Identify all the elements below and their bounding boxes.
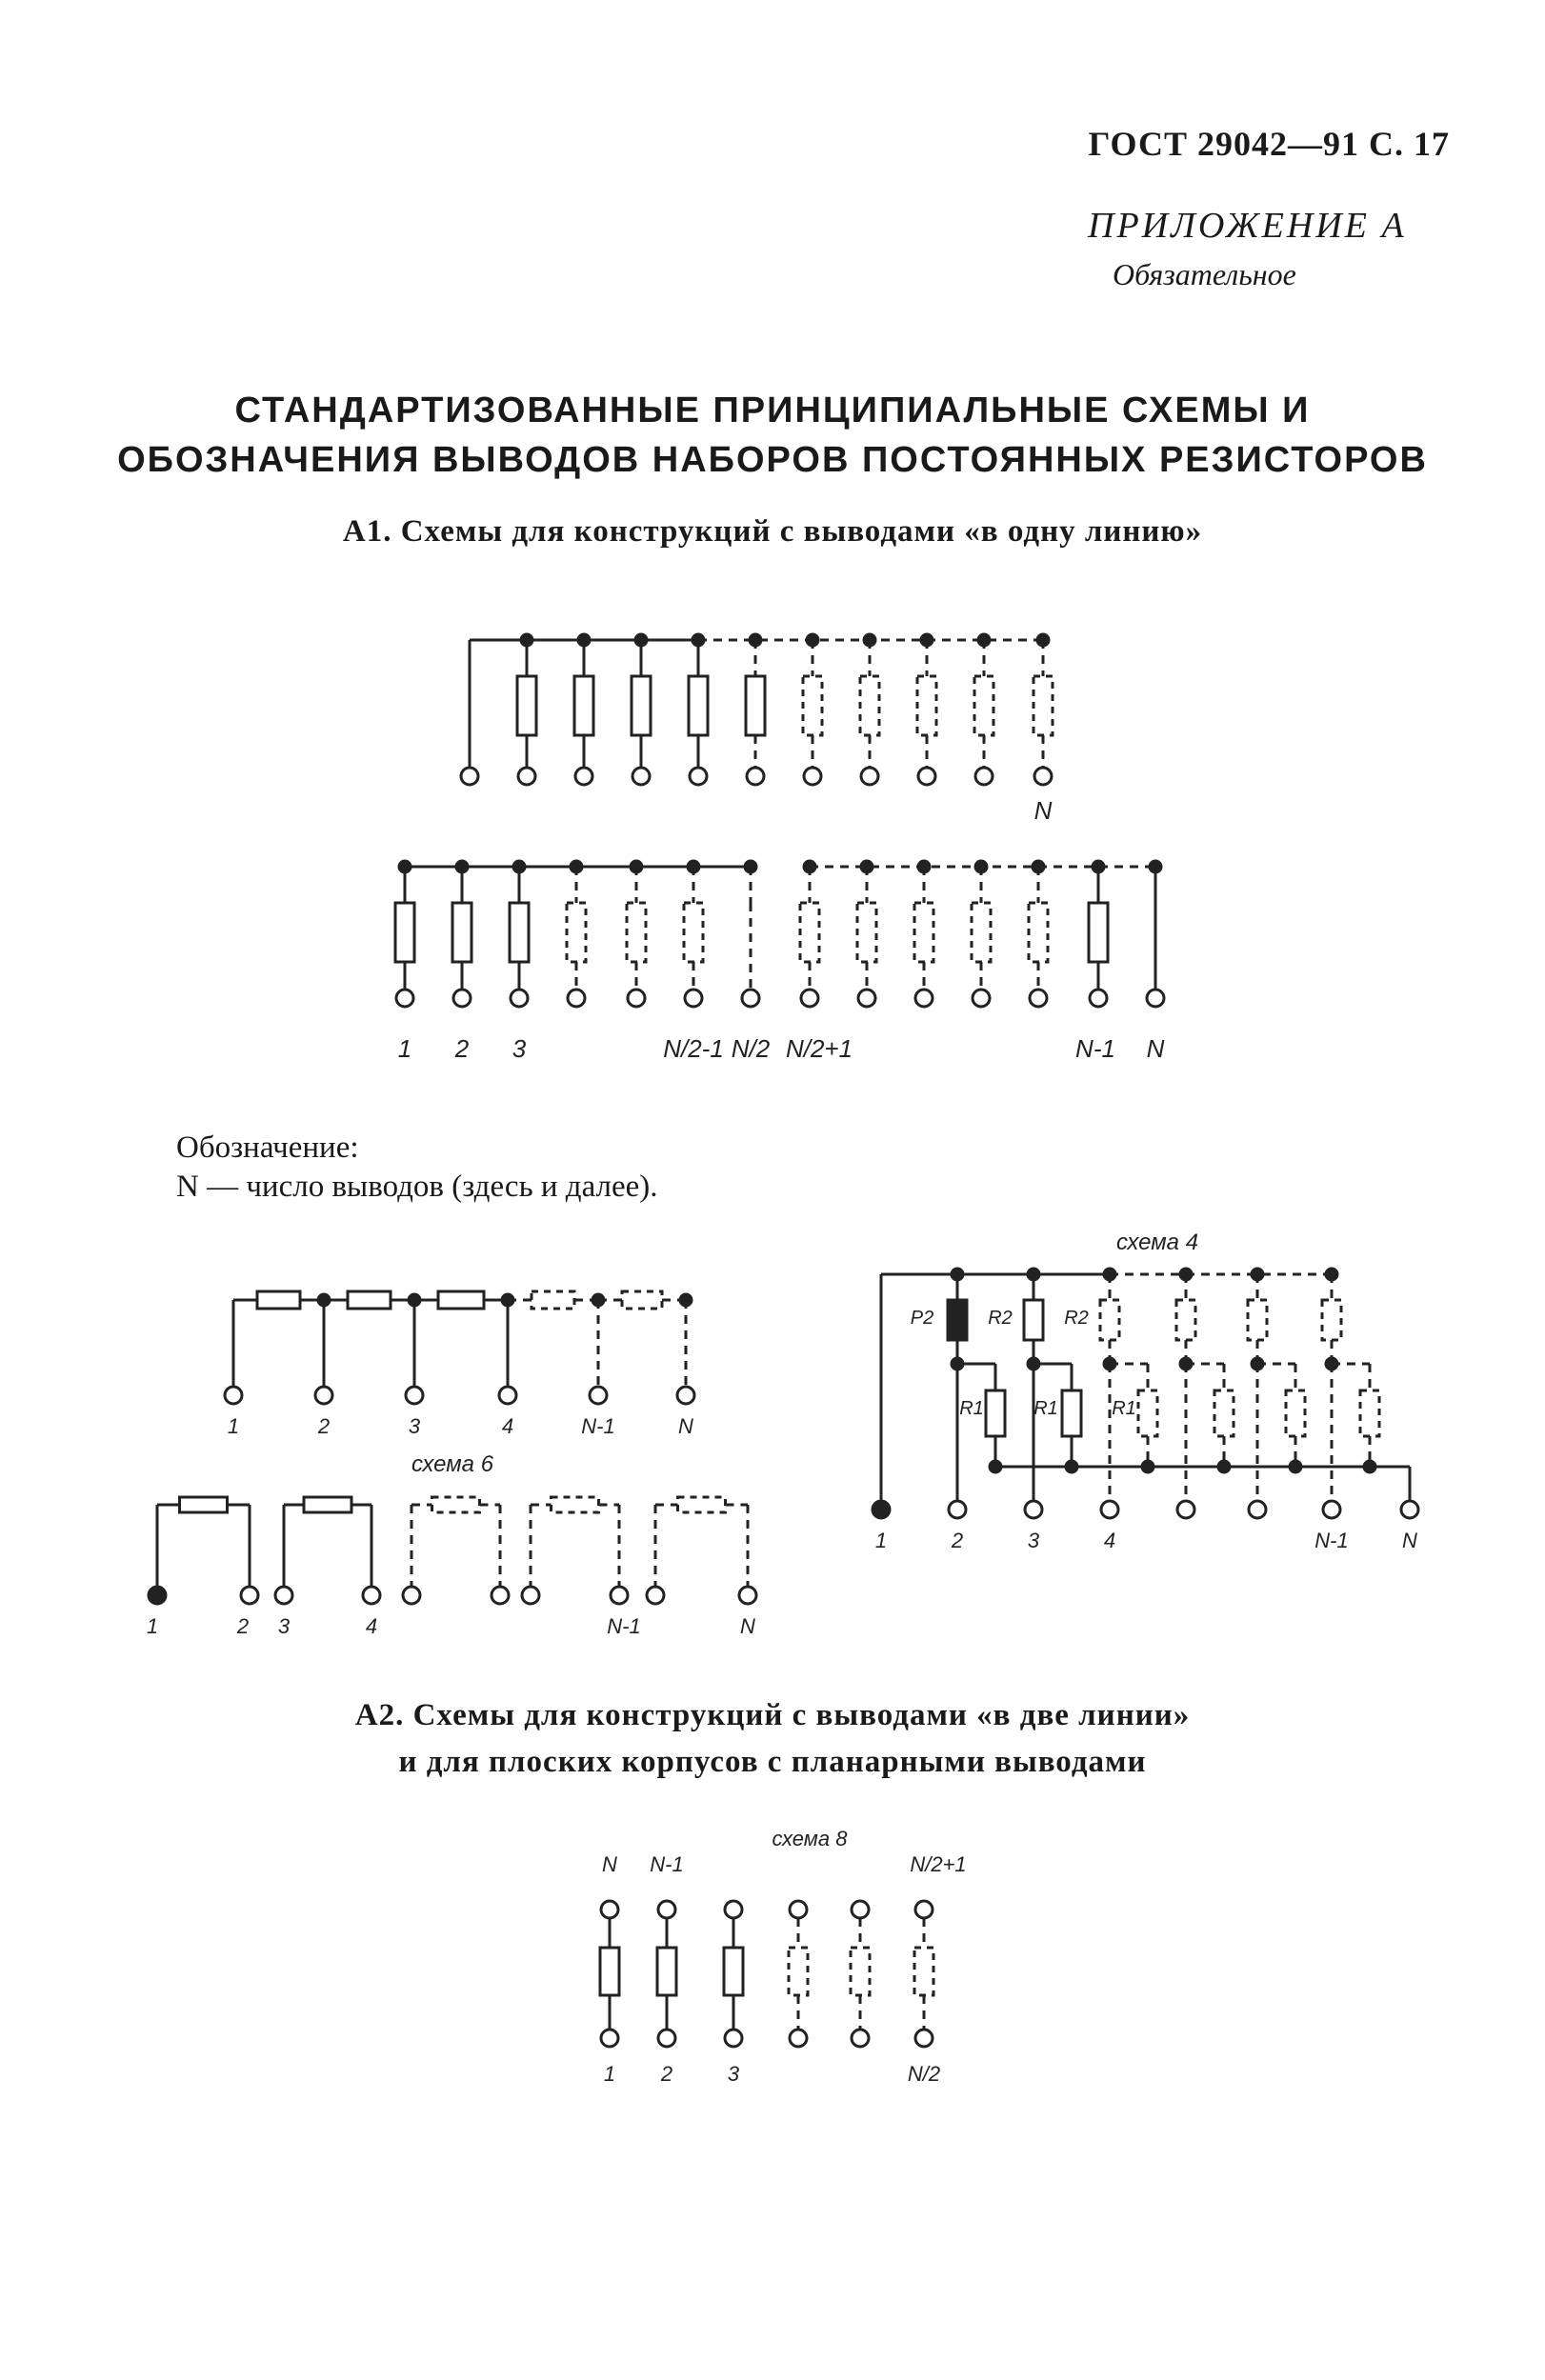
- scheme-caption: схема 8: [772, 1827, 848, 1850]
- pin-label-0: 1: [227, 1414, 240, 1438]
- terminal-pin: [522, 1587, 539, 1604]
- terminal-pin: [1101, 1501, 1118, 1518]
- resistor-label-0: P2: [910, 1308, 934, 1329]
- resistor-symbol: [438, 1291, 484, 1309]
- resistor-symbol: [304, 1497, 351, 1512]
- junction-dot: [1066, 1461, 1077, 1472]
- resistor-symbol: [972, 903, 991, 962]
- resistor-symbol: [657, 1948, 676, 1995]
- pin-label-3: 4: [501, 1414, 514, 1438]
- pin-label-1: 2: [951, 1529, 964, 1552]
- terminal-pin: [1034, 768, 1052, 785]
- resistor-symbol: [517, 676, 536, 735]
- terminal-pin: [518, 768, 535, 785]
- resistor-symbol: [789, 1948, 808, 1995]
- terminal-pin: [804, 768, 821, 785]
- resistor-symbol: [257, 1291, 300, 1309]
- terminal-pin: [973, 990, 990, 1007]
- terminal-pin: [601, 2030, 618, 2047]
- pin-label-7: N: [1146, 1034, 1165, 1063]
- pin-label-1: 2: [317, 1414, 331, 1438]
- note-heading: Обозначение:: [176, 1130, 359, 1165]
- terminal-pin: [1249, 1501, 1266, 1518]
- terminal-pin: [453, 990, 471, 1007]
- terminal-pin: [852, 2030, 869, 2047]
- terminal-pin: [575, 768, 592, 785]
- terminal-pin: [611, 1587, 628, 1604]
- terminal-pin: [1323, 1501, 1340, 1518]
- terminal-pin: [861, 768, 878, 785]
- section-a2-heading-line2: и для плоских корпусов с планарными выводами: [398, 1745, 1147, 1779]
- terminal-pin: [801, 990, 818, 1007]
- resistor-symbol: [452, 903, 472, 962]
- resistor-symbol: [800, 903, 819, 962]
- pin-label-5: N/2+1: [785, 1034, 853, 1063]
- terminal-pin: [241, 1587, 258, 1604]
- terminal-pin: [858, 990, 875, 1007]
- terminal-pin: [677, 1387, 694, 1404]
- resistor-symbol: [851, 1948, 870, 1995]
- resistor-symbol: [678, 1497, 726, 1512]
- terminal-pin: [852, 1901, 869, 1918]
- resistor-symbol: [600, 1948, 619, 1995]
- bottom-label-0: 1: [603, 2062, 616, 2086]
- terminal-pin: [1401, 1501, 1418, 1518]
- pin-label-6: N-1: [1075, 1034, 1115, 1063]
- document-title-line2: ОБОЗНАЧЕНИЯ ВЫВОДОВ НАБОРОВ ПОСТОЯННЫХ РЕЗИСТОРОВ: [117, 440, 1428, 480]
- resistor-label-1: R2: [988, 1308, 1013, 1329]
- resistor-label-5: R1: [1112, 1398, 1136, 1419]
- junction-dot: [1364, 1461, 1375, 1472]
- resistor-symbol: [627, 903, 646, 962]
- terminal-pin: [511, 990, 528, 1007]
- terminal-pin: [396, 990, 413, 1007]
- terminal-pin: [725, 1901, 742, 1918]
- resistor-symbol: [180, 1497, 228, 1512]
- bottom-label-1: 2: [660, 2062, 673, 2086]
- terminal-pin: [403, 1587, 420, 1604]
- diagram-series-chain: [225, 1291, 694, 1438]
- pin-label-3: 4: [1103, 1529, 1116, 1552]
- pin-label-5: N: [1402, 1529, 1417, 1552]
- terminal-pin: [949, 1501, 966, 1518]
- appendix-type: Обязательное: [1113, 257, 1296, 291]
- resistor-symbol: [532, 1291, 574, 1309]
- terminal-pin: [790, 1901, 807, 1918]
- terminal-pin: [915, 1901, 933, 1918]
- resistor-symbol: [1138, 1390, 1157, 1436]
- resistor-symbol: [746, 676, 765, 735]
- terminal-pin: [685, 990, 702, 1007]
- resistor-symbol: [1322, 1300, 1341, 1340]
- resistor-symbol: [632, 676, 651, 735]
- terminal-pin: [499, 1387, 516, 1404]
- terminal-pin: [225, 1387, 242, 1404]
- resistor-symbol: [1029, 903, 1048, 962]
- terminal-pin: [1177, 1501, 1194, 1518]
- terminal-pin: [363, 1587, 380, 1604]
- terminal-pin: [275, 1587, 292, 1604]
- resistor-symbol: [1033, 676, 1053, 735]
- terminal-pin: [918, 768, 935, 785]
- pin-label-4: N-1: [581, 1414, 615, 1438]
- resistor-symbol: [914, 903, 933, 962]
- pin-label-3: 4: [365, 1614, 378, 1638]
- resistor-symbol: [803, 676, 822, 735]
- resistor-symbol: [917, 676, 936, 735]
- junction-dot: [990, 1461, 1001, 1472]
- terminal-pin: [1025, 1501, 1042, 1518]
- resistor-symbol: [622, 1291, 662, 1309]
- resistor-label-2: R2: [1064, 1308, 1089, 1329]
- terminal-pin: [747, 768, 764, 785]
- resistor-symbol: [510, 903, 529, 962]
- document-title-line1: СТАНДАРТИЗОВАННЫЕ ПРИНЦИПИАЛЬНЫЕ СХЕМЫ И: [234, 390, 1311, 430]
- top-label-0: N: [602, 1852, 617, 1876]
- resistor-symbol: [724, 1948, 743, 1995]
- resistor-p2: [948, 1300, 967, 1340]
- terminal-pin: [690, 768, 707, 785]
- terminal-pin: [149, 1587, 166, 1604]
- resistor-symbol: [567, 903, 586, 962]
- resistor-symbol: [689, 676, 708, 735]
- terminal-pin: [628, 990, 645, 1007]
- appendix-label: ПРИЛОЖЕНИЕ А: [1088, 206, 1407, 246]
- diagram-a1-split-bus: [395, 861, 1165, 1063]
- resistor-symbol: [860, 676, 879, 735]
- resistor-symbol: [974, 676, 993, 735]
- bottom-label-3: N/2: [907, 2062, 941, 2086]
- pin-label-2: 3: [1027, 1529, 1040, 1552]
- terminal-pin: [742, 990, 759, 1007]
- pin-label-3: N/2-1: [663, 1034, 724, 1063]
- pin-label-4: N-1: [607, 1614, 641, 1638]
- terminal-pin: [590, 1387, 607, 1404]
- pin-label-5: N: [678, 1414, 693, 1438]
- scheme-caption: схема 4: [1115, 1230, 1199, 1255]
- pin-label-0: 1: [397, 1034, 412, 1063]
- pin-label-2: 3: [408, 1414, 421, 1438]
- resistor-label-3: R1: [959, 1398, 984, 1419]
- terminal-pin: [658, 1901, 675, 1918]
- resistor-symbol: [986, 1390, 1005, 1436]
- pin-label-5: N: [740, 1614, 755, 1638]
- pin-label-4: N-1: [1314, 1529, 1349, 1552]
- resistor-symbol: [1024, 1300, 1043, 1340]
- terminal-pin: [658, 2030, 675, 2047]
- terminal-pin: [315, 1387, 332, 1404]
- top-label-2: N/2+1: [910, 1852, 967, 1876]
- pin-label-2: 3: [277, 1614, 291, 1638]
- terminal-pin: [873, 1501, 890, 1518]
- resistor-symbol: [1176, 1300, 1195, 1340]
- section-a1-heading: А1. Схемы для конструкций с выводами «в одну линию»: [342, 514, 1203, 549]
- top-label-1: N-1: [650, 1852, 684, 1876]
- resistor-symbol: [1360, 1390, 1379, 1436]
- resistor-symbol: [574, 676, 593, 735]
- pin-label-0: 1: [146, 1614, 159, 1638]
- resistor-symbol: [348, 1291, 391, 1309]
- junction-dot: [1218, 1461, 1230, 1472]
- terminal-pin: [601, 1901, 618, 1918]
- resistor-symbol: [684, 903, 703, 962]
- resistor-symbol: [1214, 1390, 1234, 1436]
- terminal-pin: [492, 1587, 509, 1604]
- diagram-scheme-4: [873, 1230, 1418, 1552]
- terminal-pin: [1147, 990, 1164, 1007]
- resistor-symbol: [857, 903, 876, 962]
- terminal-pin: [975, 768, 993, 785]
- resistor-symbol: [1062, 1390, 1081, 1436]
- pin-label-1: 2: [454, 1034, 470, 1063]
- resistor-symbol: [914, 1948, 933, 1995]
- terminal-pin: [647, 1587, 664, 1604]
- terminal-pin: [790, 2030, 807, 2047]
- resistor-symbol: [395, 903, 414, 962]
- section-a2-heading-line1: А2. Схемы для конструкций с выводами «в две линии»: [354, 1698, 1191, 1732]
- resistor-label-4: R1: [1033, 1398, 1058, 1419]
- resistor-symbol: [552, 1497, 599, 1512]
- pin-label-4: N/2: [731, 1034, 771, 1063]
- resistor-symbol: [432, 1497, 480, 1512]
- diagram-scheme-6: [147, 1451, 756, 1638]
- terminal-pin: [725, 2030, 742, 2047]
- note-text: N — число выводов (здесь и далее).: [176, 1170, 658, 1204]
- resistor-symbol: [1100, 1300, 1119, 1340]
- junction-dot: [1142, 1461, 1154, 1472]
- bottom-label-2: 3: [727, 2062, 740, 2086]
- terminal-pin: [739, 1587, 756, 1604]
- page-header: ГОСТ 29042—91 С. 17: [1088, 125, 1450, 163]
- terminal-pin: [915, 2030, 933, 2047]
- terminal-pin: [1030, 990, 1047, 1007]
- diagram-a1-single-line: [461, 634, 1053, 825]
- terminal-pin: [406, 1387, 423, 1404]
- pin-label-n: N: [1033, 796, 1053, 825]
- terminal-pin: [461, 768, 478, 785]
- terminal-pin: [915, 990, 933, 1007]
- pin-label-0: 1: [874, 1529, 888, 1552]
- terminal-pin: [568, 990, 585, 1007]
- pin-label-1: 2: [236, 1614, 250, 1638]
- resistor-symbol: [1248, 1300, 1267, 1340]
- pin-label-2: 3: [512, 1034, 527, 1063]
- scheme-caption: схема 6: [411, 1451, 494, 1477]
- diagram-a2-scheme-8: [600, 1827, 967, 2086]
- terminal-pin: [632, 768, 650, 785]
- terminal-pin: [1090, 990, 1107, 1007]
- resistor-symbol: [1089, 903, 1108, 962]
- junction-dot: [1290, 1461, 1301, 1472]
- resistor-symbol: [1286, 1390, 1305, 1436]
